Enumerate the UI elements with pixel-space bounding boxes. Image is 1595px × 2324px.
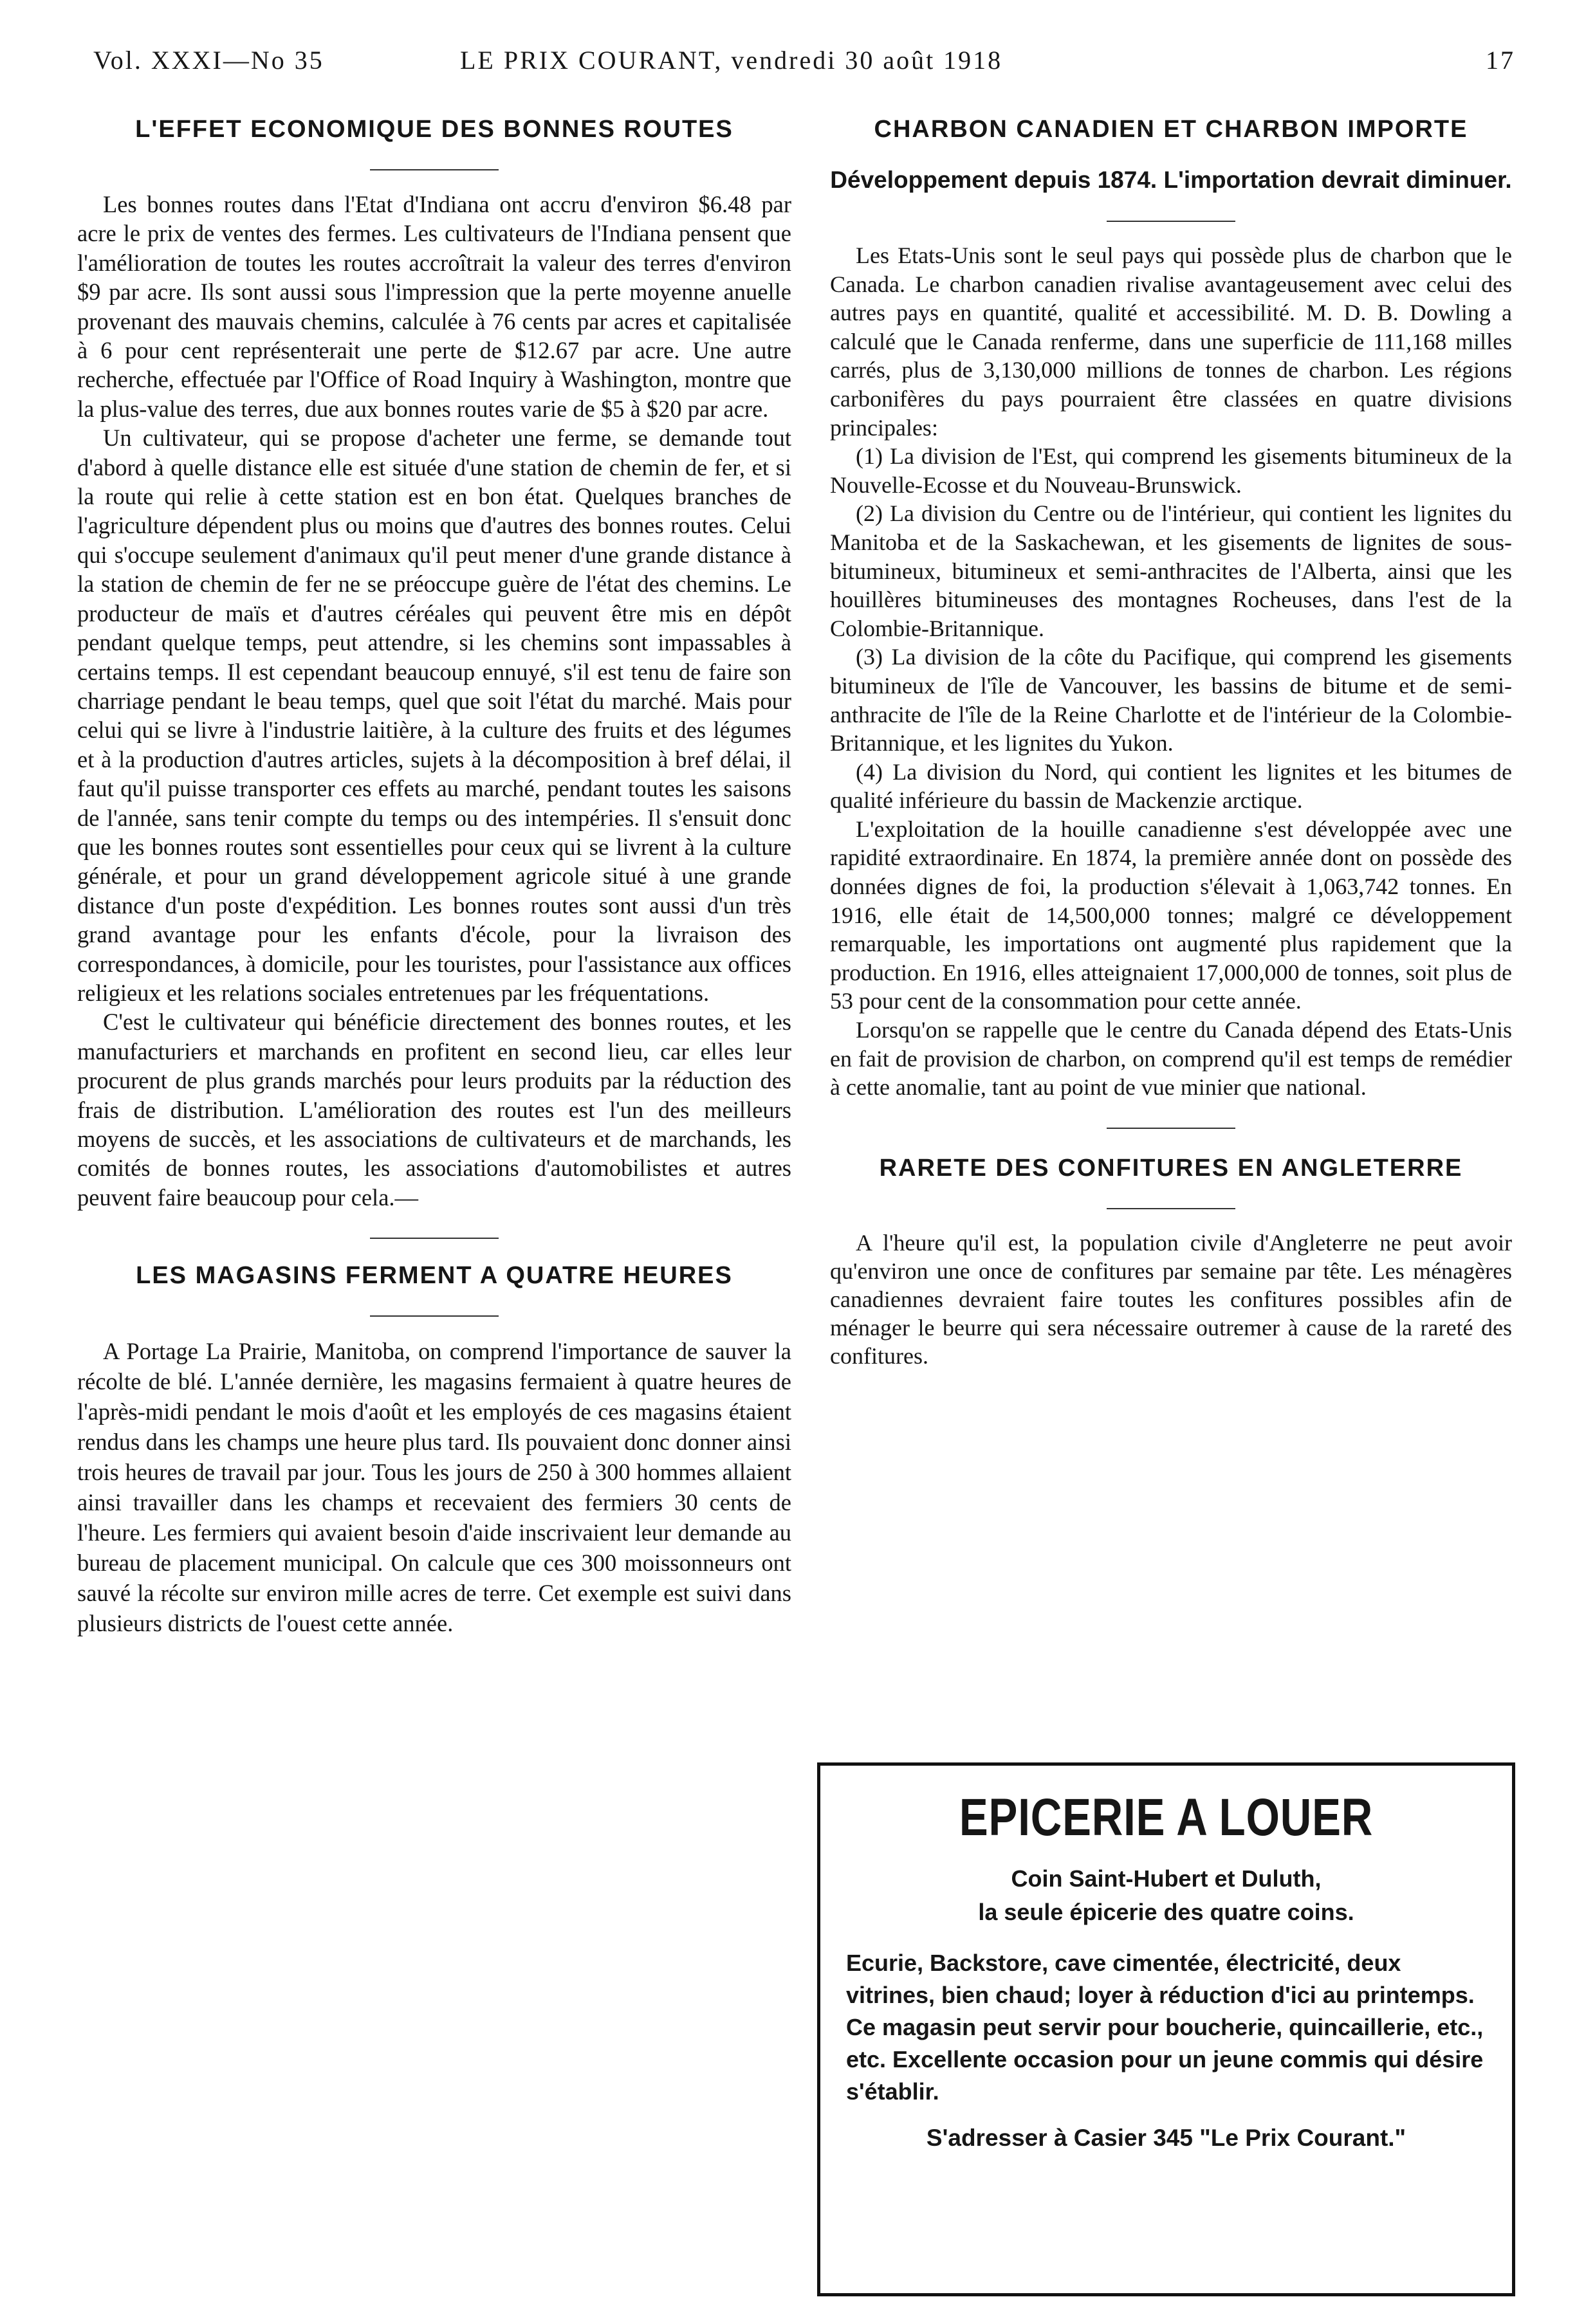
ad-contact: S'adresser à Casier 345 "Le Prix Courant." [926,2125,1406,2151]
running-header [48,45,1515,90]
article-paragraph: C'est le cultivateur qui bénéficie directement des bonnes routes, et les manufacturiers et marchands en profitent en second lieu, car elles leur procurent de plus grands marchés pour leurs produits par la réduction des frais de distribution. L'amélioration des routes est l'un des meilleurs moyens de succès, et les associations de cultivateurs et de marchands, les comités de bonnes routes, les associations d'automobilistes et autres peuvent faire beaucoup pour cela.— [77,1009,791,1211]
divider [370,1238,499,1239]
publication-title-date: LE PRIX COURANT, vendredi 30 août 1918 [460,46,1003,75]
page-number: 17 [1486,46,1515,75]
article-subtitle: Développement depuis 1874. L'importation devrait diminuer. [830,167,1512,193]
article-rarete [830,1155,1512,1370]
article-paragraph: (1) La division de l'Est, qui comprend les gisements bitumineux de la Nouvelle-Ecosse et du Nouveau-Brunswick. [830,443,1512,498]
article-paragraph: (2) La division du Centre ou de l'intérieur, qui contient les lignites du Manitoba et de la Saskachewan, et les gisements de lignites de sous-bitumineux, bitumineux et semi-anthracites de l'Alberta, ainsi que les houillères bitumineuses des montagnes Rocheuses, dans l'est de la Colombie-Britannique. [830,500,1512,641]
divider [1107,1208,1235,1209]
article-paragraph: Les bonnes routes dans l'Etat d'Indiana ont accru d'environ $6.48 par acre le prix de ventes des fermes. Les cultivateurs de l'Indiana pensent que l'amélioration de toutes les routes accroîtrait la valeur des terres d'environ $9 par acre. Ils sont aussi sous l'impression que la perte moyenne anuelle provenant des mauvais chemins, calculée à 76 cents par acres et capitalisée à 6 pour cent représenterait une perte de $12.67 par acre. Une autre recherche, effectuée par l'Office of Road Inquiry à Washington, montre que la plus-value des terres, due aux bonnes routes varie de $5 à $20 par acre. [77,191,791,422]
article-charbon [830,116,1512,1102]
volume-number: Vol. XXXI—No 35 [93,46,324,75]
article-title: L'EFFET ECONOMIQUE DES BONNES ROUTES [135,116,733,143]
article-paragraph: A l'heure qu'il est, la population civile d'Angleterre ne peut avoir qu'environ une once de confitures par semaine par tête. Les ménagères canadiennes devraient faire toutes les confitures possibles afin de ménager le beurre qui sera nécessaire outremer à cause de la rareté des confitures. [830,1229,1512,1369]
ad-subtitle-line: Coin Saint-Hubert et Duluth, [1011,1865,1322,1892]
right-column [830,96,1512,1370]
article-paragraph: Un cultivateur, qui se propose d'acheter une ferme, se demande tout d'abord à quelle distance elle est située d'une station de chemin de fer, et si la route qui relie à cette station est en bon état. Quelques branches de l'agriculture dépendent plus ou moins que d'autres des bonnes routes. Celui qui s'occupe seulement d'animaux qu'il peut mener d'une grande distance à la station de chemin de fer ne se préoccupe guère de l'état des chemins. Le producteur de maïs et d'autres céréales qui peuvent être mis en dépôt pendant quelque temps, peut attendre, si les chemins sont impassables à certains temps. Il est cependant beaucoup ennuyé, s'il est tenu de faire son charriage pendant le beau temps, quel que soit l'état du marché. Mais pour celui qui se livre à l'industrie laitière, à la culture des fruits et des légumes et à la production d'autres articles, sujets à la décomposition à bref délai, il faut qu'il puisse transporter ces effets au marché, pendant toutes les saisons de l'année, sans tenir compte du temps ou des intempéries. Il s'ensuit donc que les bonnes routes sont essentielles pour ceux qui se livrent à la culture générale, et pour un grand développement agricole situé à une grande distance d'un poste d'expédition. Les bonnes routes sont aussi d'un très grand avantage pour les enfants d'école, pour la livraison des correspondances, à domicile, pour les touristes, pour l'assistance aux offices religieux et les relations sociales entretenues par les fréquentations. [77,425,791,1006]
divider [1107,1128,1235,1129]
article-economique [77,116,791,1212]
advertisement-box [817,1762,1515,2296]
divider [1107,221,1235,222]
article-magasins [77,1262,791,1638]
left-column [77,96,791,1638]
divider [370,169,499,170]
article-title: LES MAGASINS FERMENT A QUATRE HEURES [136,1262,733,1290]
article-title: RARETE DES CONFITURES EN ANGLETERRE [879,1154,1463,1182]
article-paragraph: (4) La division du Nord, qui contient les lignites et les bitumes de qualité inférieure du bassin de Mackenzie arctique. [830,758,1512,814]
ad-subtitle [846,1862,1486,1929]
article-paragraph: L'exploitation de la houille canadienne s'est développée avec une rapidité extraordinaire. En 1874, la première année dont on possède des données dignes de foi, la production s'élevait à 1,063,742 tonnes. En 1916, elle était de 14,500,000 tonnes; malgré ce développement remarquable, les importations ont augmenté plus rapidement que la production. En 1916, elles atteignaient 17,000,000 de tonnes, soit plus de 53 pour cent de la consommation pour cette année. [830,816,1512,1014]
ad-subtitle-line: la seule épicerie des quatre coins. [978,1899,1354,1925]
article-paragraph: A Portage La Prairie, Manitoba, on comprend l'importance de sauver la récolte de blé. L'année dernière, les magasins fermaient à quatre heures de l'après-midi pendant le mois d'août et les employés de ces magasins étaient rendus dans les champs une heure plus tard. Ils pouvaient donc donner ainsi trois heures de travail par jour. Tous les jours de 250 à 300 hommes allaient ainsi travailler dans les champs et recevaient des fermiers 30 cents de l'heure. Les fermiers qui avaient besoin d'aide inscrivaient leur demande au bureau de placement municipal. On calcule que ces 300 moissonneurs ont sauvé la récolte sur environ mille acres de terre. Cet exemple est suivi dans plusieurs districts de l'ouest cette année. [77,1338,791,1637]
article-title: CHARBON CANADIEN ET CHARBON IMPORTE [874,116,1468,143]
article-paragraph: (3) La division de la côte du Pacifique, qui comprend les gisements bitumineux de l'île de Vancouver, les bassins de bitume et de semi-anthracite de l'île de la Reine Charlotte et de l'intérieur de la Colombie-Britannique, et les lignites du Yukon. [830,644,1512,756]
article-paragraph: Les Etats-Unis sont le seul pays qui possède plus de charbon que le Canada. Le charbon canadien rivalise avantageusement avec celui des autres pays en quantité, qualité et accessibilité. M. D. B. Dowling a calculé que le Canada renferme, dans une superficie de 111,168 milles carrés, plus de 3,130,000 millions de tonnes de charbon. Les régions carbonifères du pays pourraient être classées en quatre divisions principales: [830,242,1512,441]
article-paragraph: Lorsqu'on se rappelle que le centre du Canada dépend des Etats-Unis en fait de provision de charbon, on comprend qu'il est temps de remédier à cette anomalie, tant au point de vue minier que national. [830,1017,1512,1101]
divider [370,1315,499,1317]
ad-title: EPICERIE A LOUER [959,1788,1374,1847]
ad-body: Ecurie, Backstore, cave cimentée, électricité, deux vitrines, bien chaud; loyer à réduction d'ici au printemps. Ce magasin peut servir pour boucherie, quincaillerie, etc., etc. Excellente occasion pour un jeune commis qui désire s'établir. [846,1950,1484,2105]
